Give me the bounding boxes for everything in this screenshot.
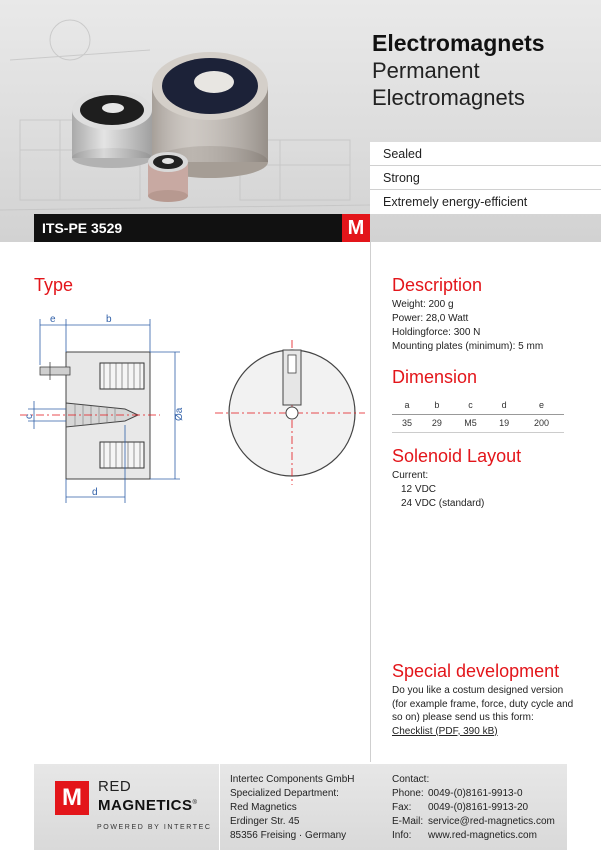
solenoid-heading: Solenoid Layout [392,446,522,466]
contact-info [392,829,555,843]
dimension-table [392,396,564,433]
description-list [392,298,582,354]
dim-label-e: e [50,314,56,325]
table-header-cell: c [452,396,489,414]
table-cell: 200 [519,414,564,432]
address-line: Red Magnetics [230,802,297,813]
checklist-link[interactable]: Checklist (PDF, 390 kB) [392,725,498,737]
solenoid-option: 24 VDC (standard) [401,498,485,509]
page-subtitle-line2: Electromagnets [372,85,525,110]
table-row [392,414,564,432]
email-link[interactable]: service@red-magnetics.com [428,816,555,827]
description-holdingforce: Holdingforce: 300 N [392,327,481,338]
special-heading: Special development [392,661,560,681]
special-text-line: so on) please send us this form: [392,712,534,723]
address-line: Specialized Department: [230,788,339,799]
contact-fax [392,801,555,815]
contact-value: 0049-(0)8161-9913-20 [428,802,529,813]
logo-red-text: RED [98,778,132,795]
logo-magnetics-text [98,797,197,814]
table-header-cell: e [519,396,564,414]
feature-item: Extremely energy-efficient [383,195,528,209]
small-magnet-image [148,152,188,202]
description-mounting: Mounting plates (minimum): 5 mm [392,341,544,352]
feature-item: Sealed [370,142,601,166]
contact-label: Fax: [392,802,412,813]
contact-label: Phone: [392,788,424,799]
contact-email [392,815,555,829]
logo-tagline: POWERED BY INTERTEC [97,824,212,831]
dim-label-c: c [24,414,35,419]
title-block [372,30,545,111]
table-cell: 35 [392,414,422,432]
footer-divider [219,764,220,850]
special-text-line: Do you like a costum designed version [392,685,564,696]
table-header-cell: b [422,396,452,414]
solenoid-current-label: Current: [392,470,429,481]
product-photo [0,0,370,242]
solenoid-list [392,469,582,511]
page-subtitle-line1: Permanent [372,58,480,83]
logo-magnetics-word: MAGNETICS [98,797,193,814]
table-header-cell: a [392,396,422,414]
address-line: Intertec Components GmbH [230,774,355,785]
contact-block [392,773,555,843]
m-logo-icon: M [55,781,89,815]
type-heading: Type [34,275,74,295]
medium-magnet-image [72,90,152,168]
registered-mark: ® [192,800,198,806]
contact-value: 0049-(0)8161-9913-0 [428,788,523,799]
contact-label: E-Mail: [392,816,424,827]
special-text-block [392,684,592,738]
side-view [20,319,180,503]
feature-list [370,142,601,214]
table-cell: M5 [452,414,489,432]
table-cell: 19 [489,414,519,432]
contact-title: Contact: [392,774,430,785]
contact-label: Info: [392,830,412,841]
column-divider [370,242,371,762]
m-logo-icon: M [342,214,370,242]
product-bar [34,214,370,242]
table-header-row [392,396,564,414]
front-view [215,340,365,485]
contact-phone [392,787,555,801]
address-line: 85356 Freising · Germany [230,830,347,841]
page-title: Electromagnets [372,30,545,56]
dimension-heading: Dimension [392,367,478,387]
description-power: Power: 28,0 Watt [392,313,469,324]
table-cell: 29 [422,414,452,432]
website-link[interactable]: www.red-magnetics.com [428,830,537,841]
footer [34,764,567,850]
description-weight: Weight: 200 g [392,299,454,310]
feature-item: Strong [370,166,601,190]
table-header-cell: d [489,396,519,414]
company-address [230,773,355,843]
description-heading: Description [392,275,483,295]
dim-label-d: d [92,487,98,498]
special-text-line: (for example frame, force, duty cycle and [392,698,574,710]
technical-drawing [20,305,365,515]
product-name: ITS-PE 3529 [42,220,123,236]
solenoid-option: 12 VDC [401,484,437,495]
dim-label-b: b [106,314,112,325]
address-line: Erdinger Str. 45 [230,816,300,827]
dim-label-a: Øa [174,407,185,421]
